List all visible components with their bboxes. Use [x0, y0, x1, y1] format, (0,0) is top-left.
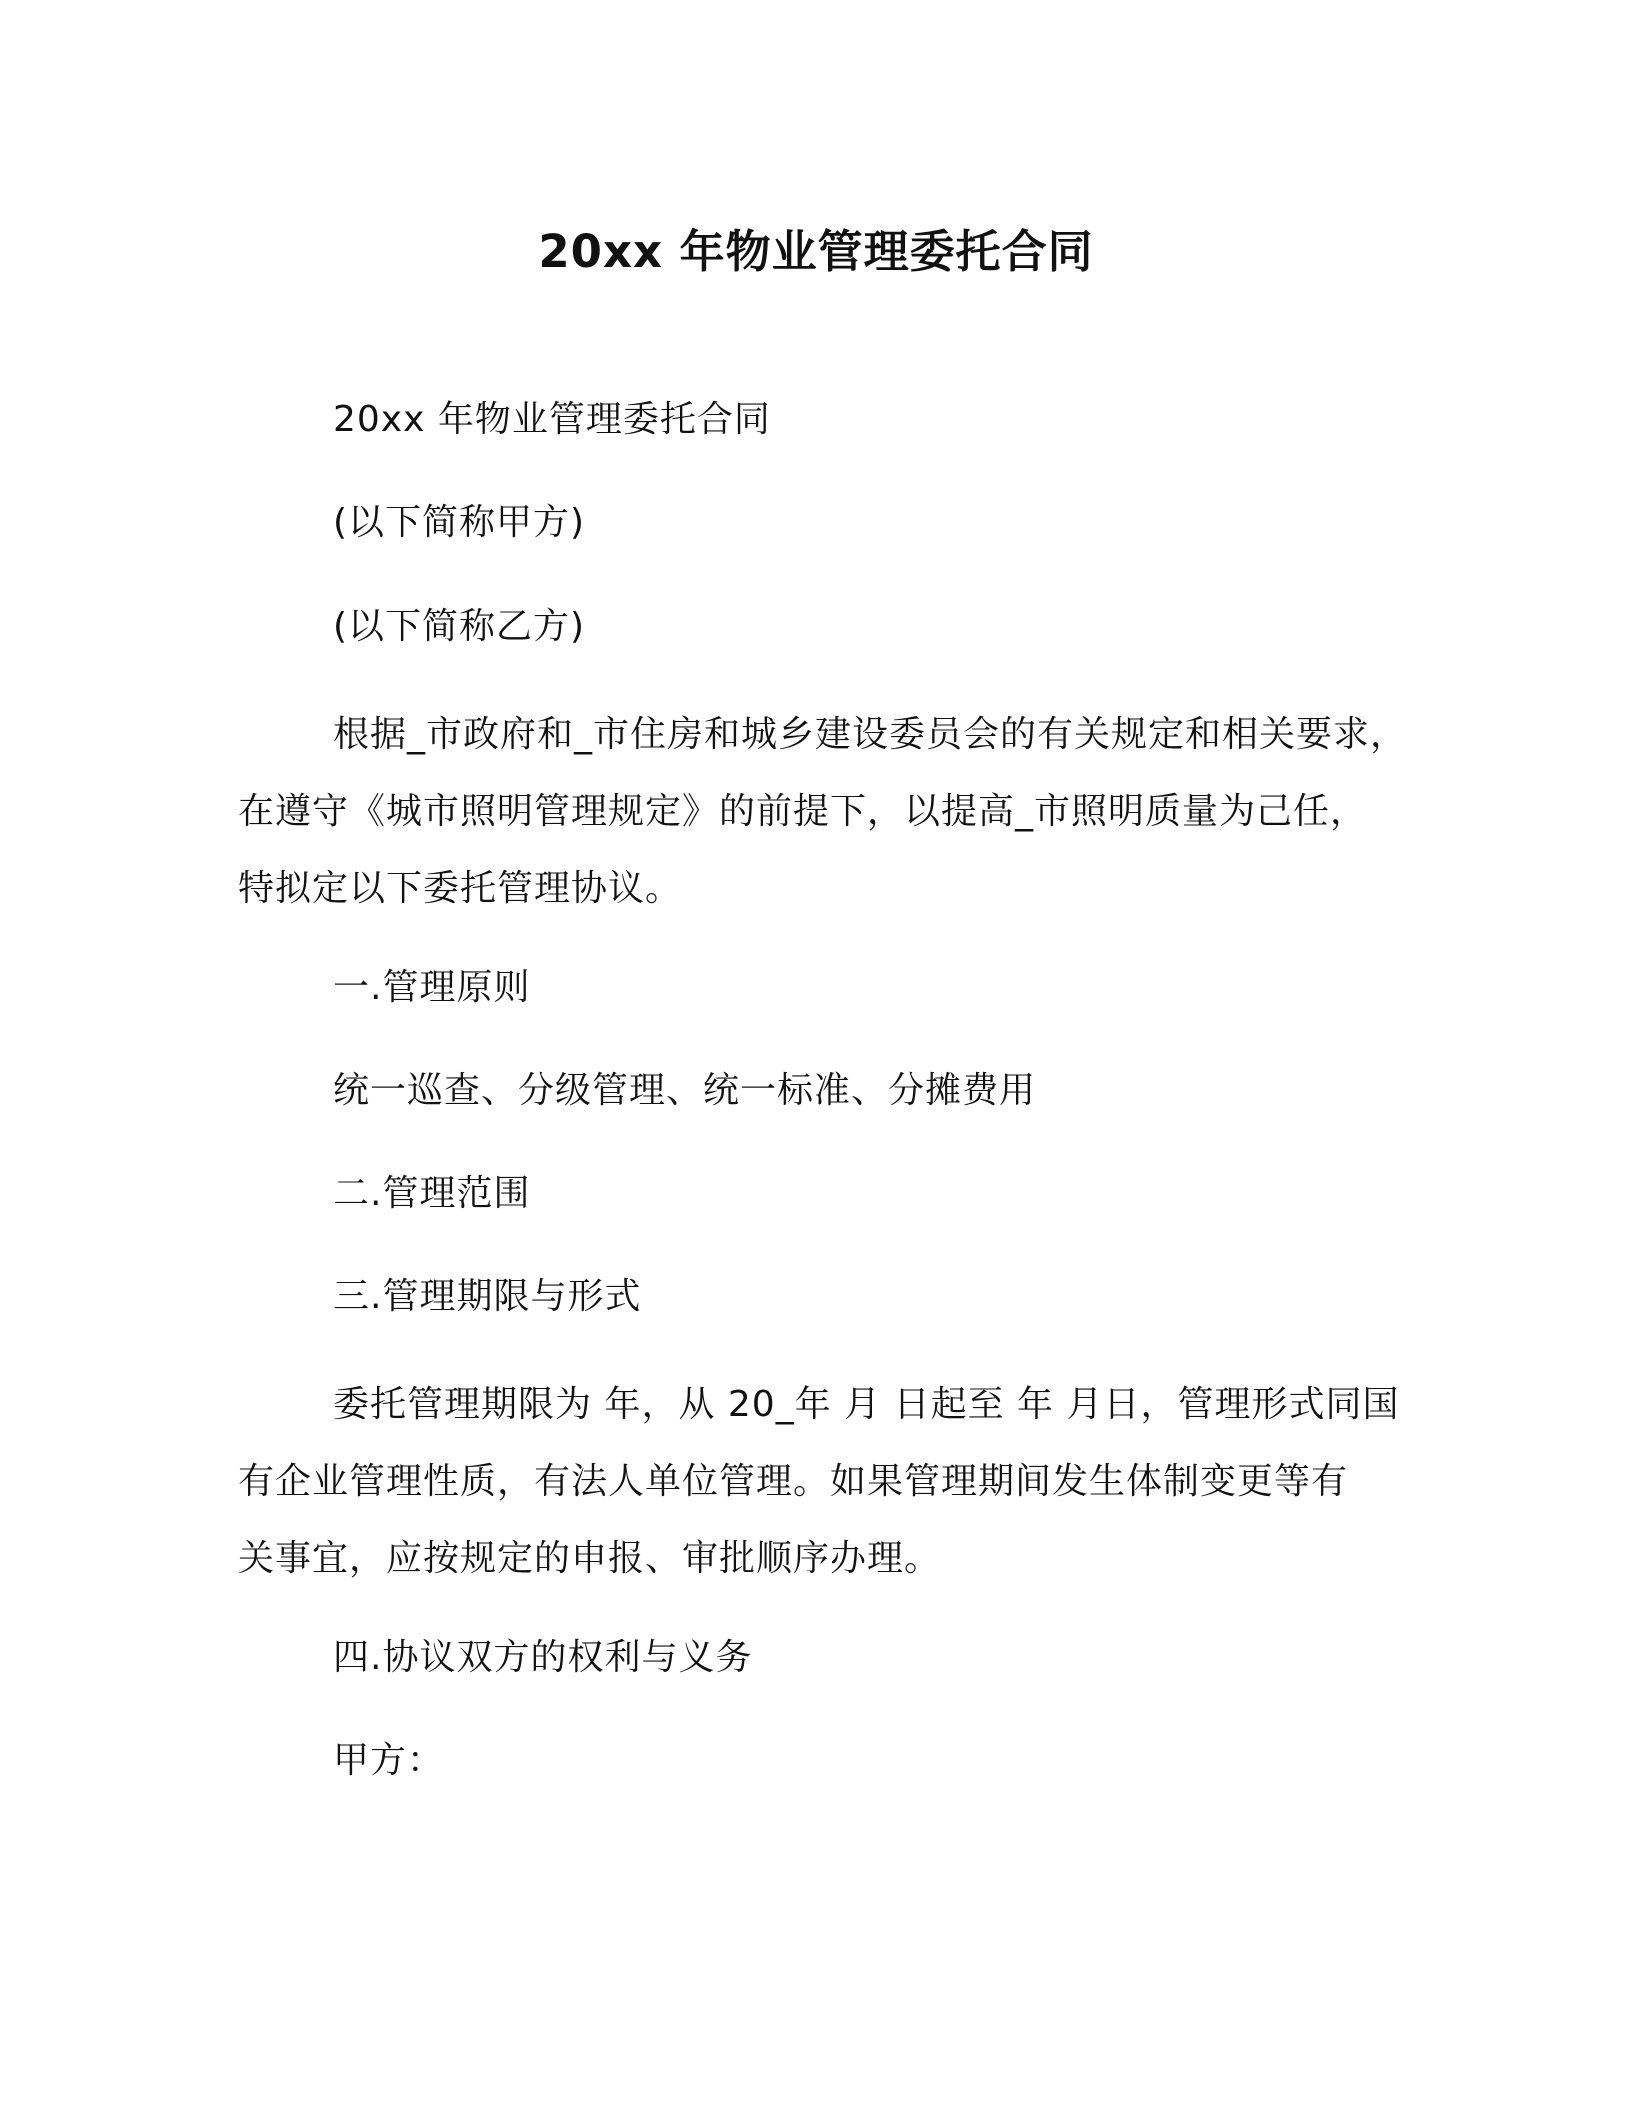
section-3-line-2: 有企业管理性质，有法人单位管理。如果管理期间发生体制变更等有: [238, 1461, 1349, 1502]
section-1-heading: 一.管理原则: [333, 967, 531, 1008]
section-3-line-1: 委托管理期限为 年，从 20_年 月 日起至 年 月日，管理形式同国: [333, 1384, 1400, 1425]
intro-paragraph: [238, 696, 1438, 927]
intro-line-2: 在遵守《城市照明管理规定》的前提下，以提高_市照明质量为己任，: [238, 791, 1368, 832]
party-a-note: (以下简称甲方): [333, 502, 586, 543]
section-3-line-3: 关事宜，应按规定的申报、审批顺序办理。: [238, 1538, 942, 1579]
party-a-label: 甲方：: [333, 1740, 445, 1781]
section-2-heading: 二.管理范围: [333, 1173, 531, 1214]
section-3-paragraph: [238, 1366, 1438, 1597]
intro-line-3: 特拟定以下委托管理协议。: [238, 868, 683, 909]
section-1-body: 统一巡查、分级管理、统一标准、分摊费用: [333, 1070, 1037, 1111]
party-b-note: (以下简称乙方): [333, 606, 586, 647]
section-3-heading: 三.管理期限与形式: [333, 1276, 642, 1317]
document-title: 20xx 年物业管理委托合同: [538, 225, 1094, 278]
section-4-heading: 四.协议双方的权利与义务: [333, 1637, 753, 1678]
intro-line-1: 根据_市政府和_市住房和城乡建设委员会的有关规定和相关要求，: [333, 714, 1408, 755]
document-subtitle: 20xx 年物业管理委托合同: [333, 399, 771, 440]
